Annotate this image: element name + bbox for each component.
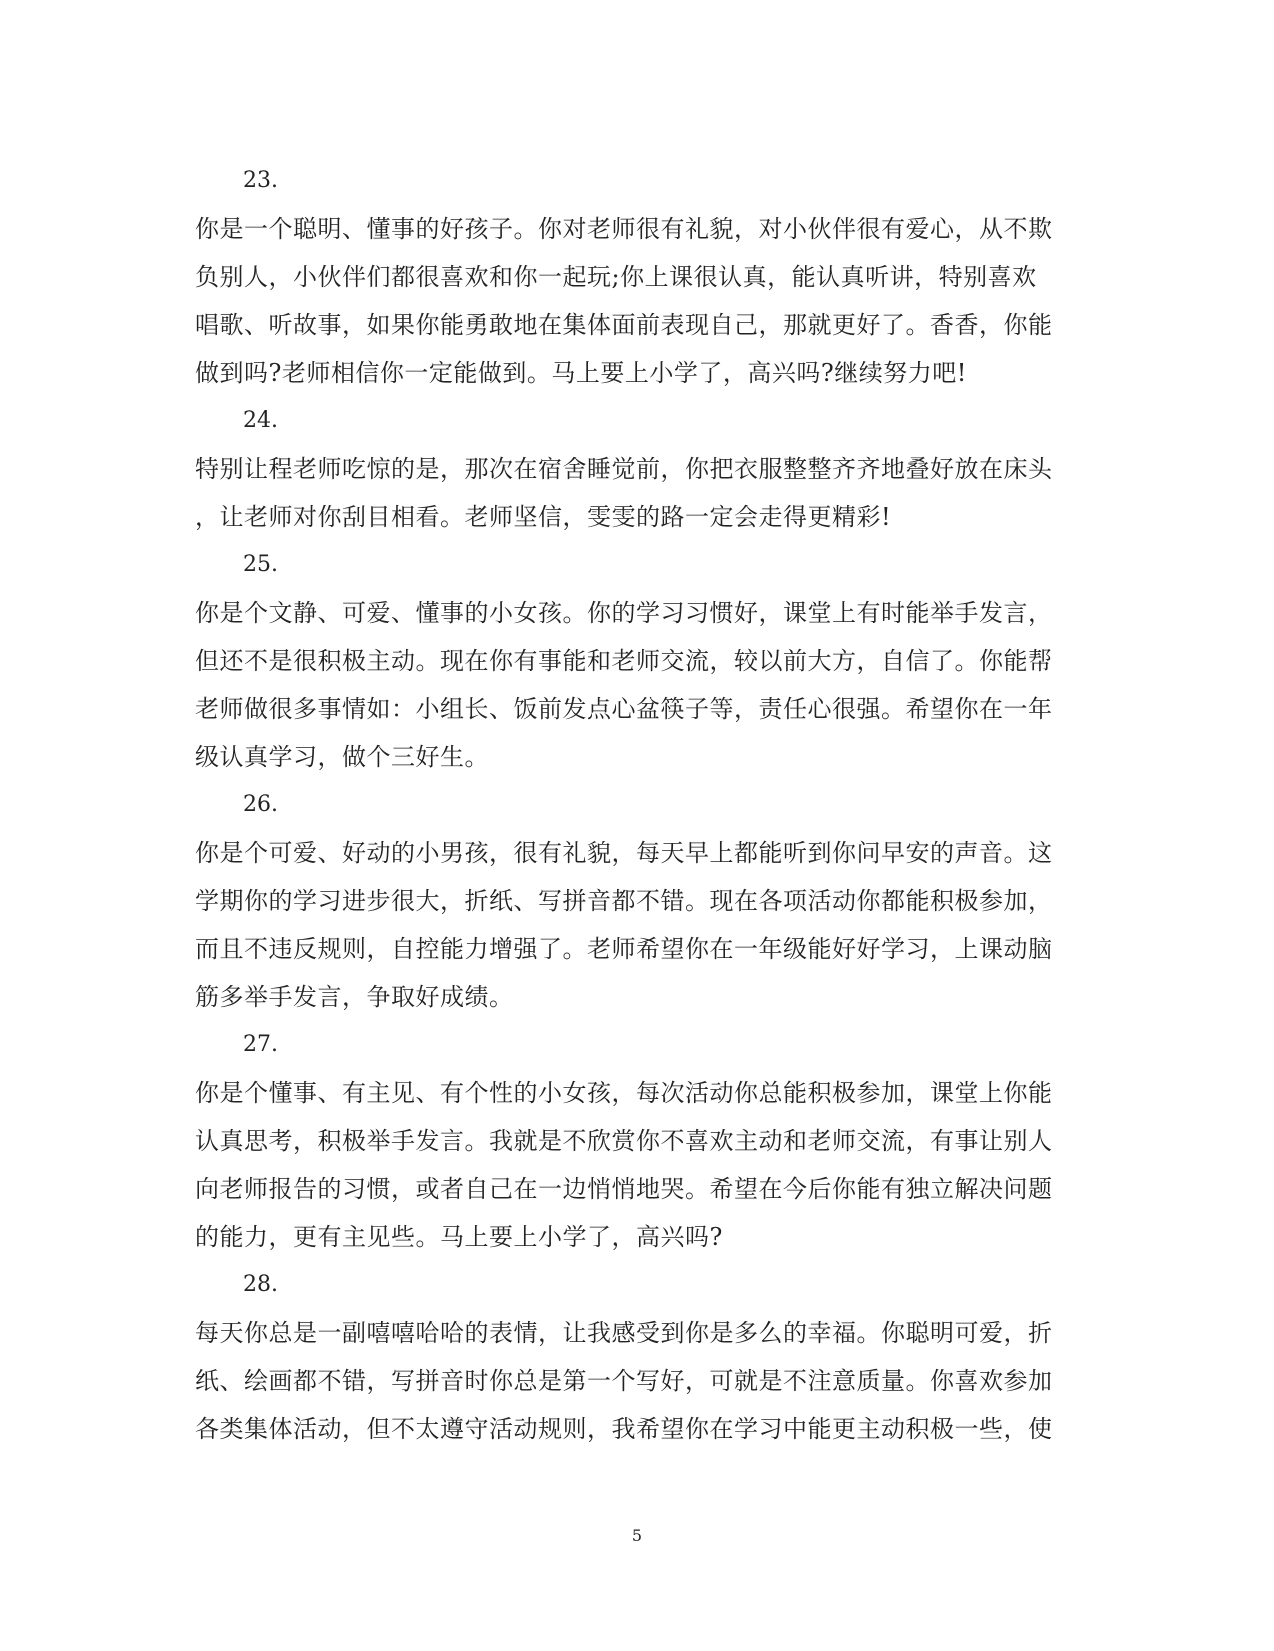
entry-26 xyxy=(195,781,1075,1021)
document-body xyxy=(195,157,1075,1453)
entry-text: 你是个可爱、好动的小男孩，很有礼貌，每天早上都能听到你问早安的声音。这 学期你的学习进步很大，折纸、写拼音都不错。现在各项活动你都能积极参加， 而且不违反规则，自控能力增强了。老师希望你在一年级能好好学习，上课动脑 筋多举手发言，争取好成绩。 xyxy=(195,839,1053,1011)
entry-28 xyxy=(195,1261,1075,1453)
entry-23 xyxy=(195,157,1075,397)
entry-24 xyxy=(195,397,1075,541)
page-number: 5 xyxy=(631,1526,643,1545)
entry-text: 你是个懂事、有主见、有个性的小女孩，每次活动你总能积极参加，课堂上你能 认真思考，积极举手发言。我就是不欣赏你不喜欢主动和老师交流，有事让别人 向老师报告的习惯，或者自己在一边悄悄地哭。希望在今后你能有独立解决问题 的能力，更有主见些。马上要上小学了，高兴吗? xyxy=(195,1079,1053,1251)
entry-number: 27. xyxy=(243,1032,278,1057)
entry-text: 你是一个聪明、懂事的好孩子。你对老师很有礼貌，对小伙伴很有爱心，从不欺 负别人，小伙伴们都很喜欢和你一起玩;你上课很认真，能认真听讲，特别喜欢 唱歌、听故事，如果你能勇敢地在集体面前表现自己，那就更好了。香香，你能 做到吗?老师相信你一定能做到。马上要上小学了，高兴吗?继续努力吧! xyxy=(195,215,1053,387)
entry-text: 你是个文静、可爱、懂事的小女孩。你的学习习惯好，课堂上有时能举手发言， 但还不是很积极主动。现在你有事能和老师交流，较以前大方，自信了。你能帮 老师做很多事情如：小组长、饭前发点心盆筷子等，责任心很强。希望你在一年 级认真学习，做个三好生。 xyxy=(195,599,1053,771)
entry-number: 26. xyxy=(243,792,278,817)
entry-text: 每天你总是一副嘻嘻哈哈的表情，让我感受到你是多么的幸福。你聪明可爱，折 纸、绘画都不错，写拼音时你总是第一个写好，可就是不注意质量。你喜欢参加 各类集体活动，但不太遵守活动规则，我希望你在学习中能更主动积极一些，使 xyxy=(195,1319,1053,1443)
entry-25 xyxy=(195,541,1075,781)
entry-number: 25. xyxy=(243,552,278,577)
entry-number: 28. xyxy=(243,1272,278,1297)
entry-number: 23. xyxy=(243,168,278,193)
entry-number: 24. xyxy=(243,408,278,433)
entry-text: 特别让程老师吃惊的是，那次在宿舍睡觉前，你把衣服整整齐齐地叠好放在床头 ，让老师对你刮目相看。老师坚信，雯雯的路一定会走得更精彩! xyxy=(195,455,1053,531)
entry-27 xyxy=(195,1021,1075,1261)
